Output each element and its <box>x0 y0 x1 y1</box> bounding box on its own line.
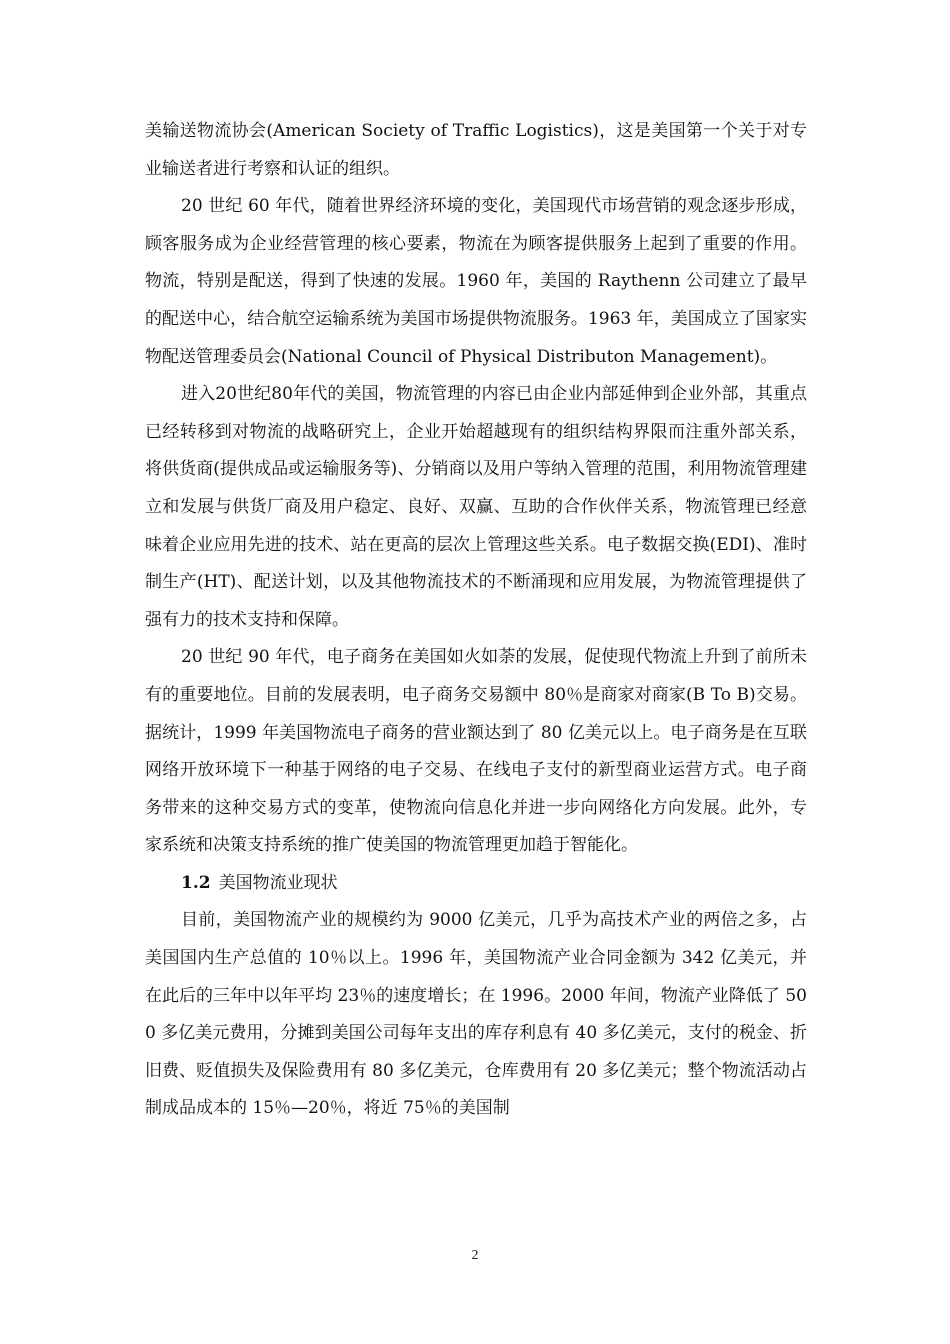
section-title: 美国物流业现状 <box>218 872 338 893</box>
page-number: 2 <box>471 1248 479 1263</box>
section-number: 1.2 <box>181 872 211 893</box>
paragraph-1: 美输送物流协会(American Society of Traffic Logistics)，这是美国第一个关于对专业输送者进行考察和认证的组织。 <box>145 121 807 179</box>
section-heading <box>145 865 807 903</box>
paragraph-2: 20 世纪 60 年代，随着世界经济环境的变化，美国现代市场营销的观念逐步形成，顾客服务成为企业经营管理的核心要素，物流在为顾客提供服务上起到了重要的作用。物流，特别是配送，得到了快速的发展。1960 年，美国的 Raythenn 公司建立了最早的配送中心，结合航空运输系统为美国市场提供物流服务。1963 年，美国成立了国家实物配送管理委员会(National Council of Physical Distributon Management)。 <box>145 196 807 367</box>
paragraph-5: 目前，美国物流产业的规模约为 9000 亿美元，几乎为高技术产业的两倍之多，占美国国内生产总值的 10％以上。1996 年，美国物流产业合同金额为 342 亿美元，并在此后的三年中以年平均 23％的速度增长；在 1996。2000 年间，物流产业降低了 500 多亿美元费用，分摊到美国公司每年支出的库存利息有 40 多亿美元，支付的税金、折旧费、贬值损失及保险费用有 80 多亿美元，仓库费用有 20 多亿美元；整个物流活动占制成品成本的 15％—20％，将近 75％的美国制 <box>145 910 807 1119</box>
document-body <box>145 113 807 1128</box>
paragraph-4: 20 世纪 90 年代，电子商务在美国如火如荼的发展，促使现代物流上升到了前所未有的重要地位。目前的发展表明，电子商务交易额中 80％是商家对商家(B To B)交易。据统计，1999 年美国物流电子商务的营业额达到了 80 亿美元以上。电子商务是在互联网络开放环境下一种基于网络的电子交易、在线电子支付的新型商业运营方式。电子商务带来的这种交易方式的变革，使物流向信息化并进一步向网络化方向发展。此外，专家系统和决策支持系统的推广使美国的物流管理更加趋于智能化。 <box>145 647 807 856</box>
paragraph-3: 进入20世纪80年代的美国，物流管理的内容已由企业内部延伸到企业外部，其重点已经转移到对物流的战略研究上，企业开始超越现有的组织结构界限而注重外部关系，将供货商(提供成品或运输服务等)、分销商以及用户等纳入管理的范围，利用物流管理建立和发展与供货厂商及用户稳定、良好、双赢、互助的合作伙伴关系，物流管理已经意味着企业应用先进的技术、站在更高的层次上管理这些关系。电子数据交换(EDI)、准时制生产(HT)、配送计划，以及其他物流技术的不断涌现和应用发展，为物流管理提供了强有力的技术支持和保障。 <box>145 384 807 630</box>
